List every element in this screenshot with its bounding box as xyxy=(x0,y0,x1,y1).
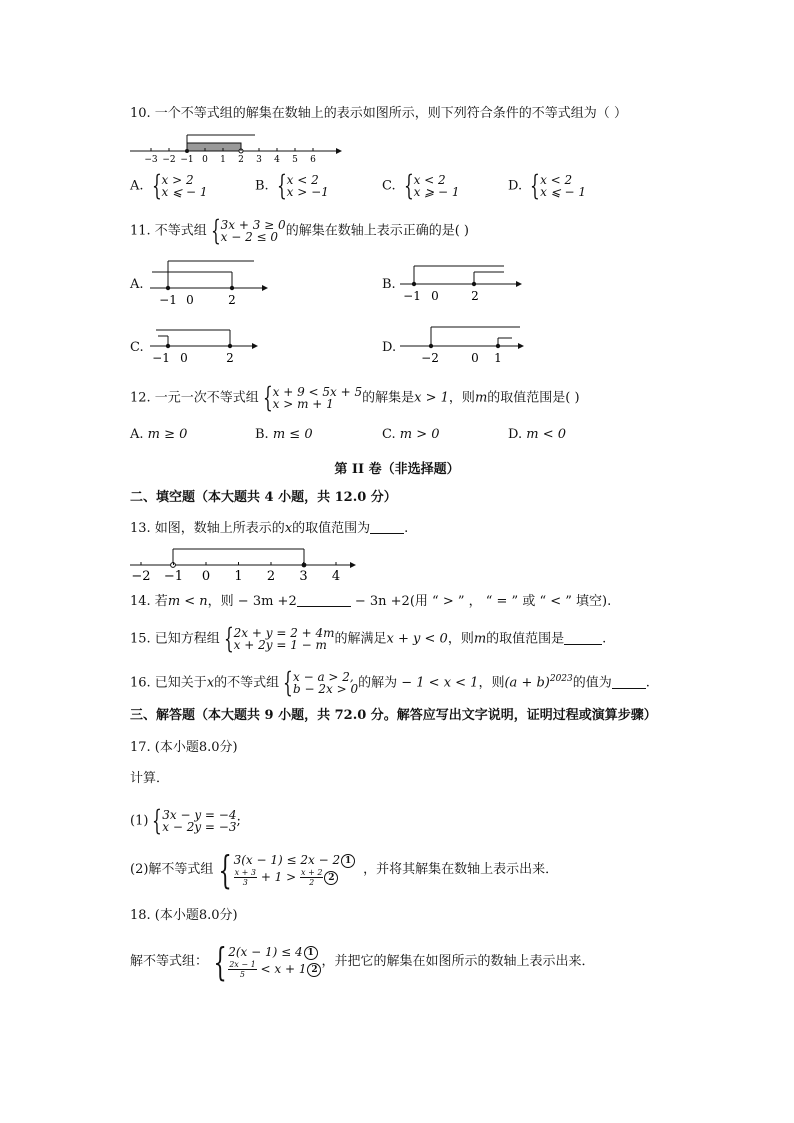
q11-option-d[interactable]: D. xyxy=(382,340,397,355)
q17-part2: (2)解不等式组 { 3(x − 1) ≤ 2x − 2 1 $\frac{x + 3}{3}$ + 1 > $\frac{x + 2}{2}$ 2 ，并将其解集在数轴上表示出来． xyxy=(130,847,559,892)
q17-heading: 17. (本小题8.0分) xyxy=(130,740,238,755)
q10-tick-label: 0 xyxy=(202,155,208,165)
q10-shaded-region xyxy=(187,143,241,151)
q10-tick-label: −2 xyxy=(162,155,176,165)
q10-tick-label: −1 xyxy=(180,155,194,165)
q10-tick-label: 2 xyxy=(238,155,244,165)
q15-answer-blank[interactable] xyxy=(564,632,602,645)
q13-number-line xyxy=(130,543,360,585)
q13-tick-label: 3 xyxy=(299,569,308,584)
q13-tick-label: 0 xyxy=(201,569,211,584)
q17-part1: (1) { 3x − y = −4 x − 2y = −3 ; xyxy=(130,804,241,837)
q12-option-a[interactable]: A. m ≥ 0 xyxy=(130,427,188,442)
q11-c-tick-2: 0 xyxy=(180,351,188,365)
q11-d-tick-1: −2 xyxy=(421,351,439,365)
q13-tick-label: 2 xyxy=(266,569,276,584)
q11-b-tick-1: −1 xyxy=(403,289,421,303)
q11-option-b[interactable]: B. xyxy=(382,277,396,292)
q10-option-b[interactable]: B. { x < 2 x > −1 xyxy=(255,169,329,202)
q17-intro: 计算． xyxy=(130,771,170,786)
q10-option-c[interactable]: C. { x < 2 x ⩾ − 1 xyxy=(382,169,460,202)
section-solve-heading: 三、解答题（本大题共 9 小题，共 72.0 分。解答应写出文字说明，证明过程或演算步骤） xyxy=(130,708,657,723)
q13-tick-label: −2 xyxy=(131,569,151,584)
q10-tick-label: 1 xyxy=(220,155,226,165)
q18-stem: 解不等式组： { 2(x − 1) ≤ 4 1 $\frac{2x - 1}{5}$ < x + 1 2 ，并把它的解集在如图所示的数轴上表示出来． xyxy=(130,939,595,984)
q13-answer-blank[interactable] xyxy=(370,521,404,534)
q12-stem: 12. 一元一次不等式组 { x + 9 < 5x + 5 x > m + 1 的解集是x > 1，则m的取值范围是( ) xyxy=(130,381,580,414)
q11-b-tick-2: 0 xyxy=(431,289,439,303)
q14-stem: 14. 若m < n，则 − 3m +2 − 3n +2(用 “ > ” ， “ = ” 或 “ < ” 填空). xyxy=(130,594,612,609)
q10-tick-label: 4 xyxy=(274,155,280,165)
q12-option-c[interactable]: C. m > 0 xyxy=(382,427,440,442)
q11-c-number-line xyxy=(150,322,270,370)
q10-tick-label: 5 xyxy=(292,155,298,165)
part2-title: 第 II 卷（非选择题） xyxy=(334,462,460,477)
q10-option-d[interactable]: D. { x < 2 x ⩽ − 1 xyxy=(508,169,587,202)
q13-stem: 13. 如图，数轴上所表示的x的取值范围为 . xyxy=(130,521,409,536)
q13-tick-label: −1 xyxy=(163,569,184,584)
q11-stem: 11. 不等式组 { 3x + 3 ≥ 0 x − 2 ≤ 0 的解集在数轴上表示正确的是( ) xyxy=(130,214,469,247)
q10-tick-label: 6 xyxy=(310,155,316,165)
q11-b-number-line xyxy=(400,258,530,310)
q11-a-tick-2: 0 xyxy=(186,293,194,307)
q18-heading: 18. (本小题8.0分) xyxy=(130,908,238,923)
q10-number-line xyxy=(130,128,350,168)
q13-tick-label: 1 xyxy=(234,569,243,584)
q11-option-a[interactable]: A. xyxy=(130,277,144,292)
q11-option-c[interactable]: C. xyxy=(130,340,144,355)
q11-d-tick-3: 1 xyxy=(494,351,502,365)
q15-stem: 15. 已知方程组 { 2x + y = 2 + 4m x + 2y = 1 − m 的解满足x + y < 0，则m的取值范围是 . xyxy=(130,622,607,655)
section-fill-blank-heading: 二、填空题（本大题共 4 小题，共 12.0 分） xyxy=(130,490,397,505)
q10-tick-label: 3 xyxy=(256,155,262,165)
q11-a-tick-1: −1 xyxy=(159,293,177,307)
q12-option-b[interactable]: B. m ≤ 0 xyxy=(255,427,313,442)
q11-d-tick-2: 0 xyxy=(471,351,479,365)
q13-tick-label: 4 xyxy=(331,569,341,584)
q16-answer-blank[interactable] xyxy=(612,676,646,689)
q11-a-number-line xyxy=(150,258,280,310)
q11-a-tick-3: 2 xyxy=(228,293,236,307)
q16-stem: 16. 已知关于x的不等式组 { x − a > 2, b − 2x > 0 的解为 − 1 < x < 1，则$(a + b)^{2023}$的值为 . xyxy=(130,666,650,699)
q11-c-tick-3: 2 xyxy=(226,351,234,365)
q14-answer-blank[interactable] xyxy=(297,594,351,607)
q11-d-number-line xyxy=(400,322,535,370)
q11-b-tick-3: 2 xyxy=(471,289,479,303)
q12-option-d[interactable]: D. m < 0 xyxy=(508,427,566,442)
q10-option-a[interactable]: A. { x > 2 x ⩽ − 1 xyxy=(130,169,208,202)
q10-stem: 10. 一个不等式组的解集在数轴上的表示如图所示，则下列符合条件的不等式组为（ ） xyxy=(130,106,627,121)
q10-tick-label: −3 xyxy=(144,155,158,165)
q11-c-tick-1: −1 xyxy=(152,351,170,365)
